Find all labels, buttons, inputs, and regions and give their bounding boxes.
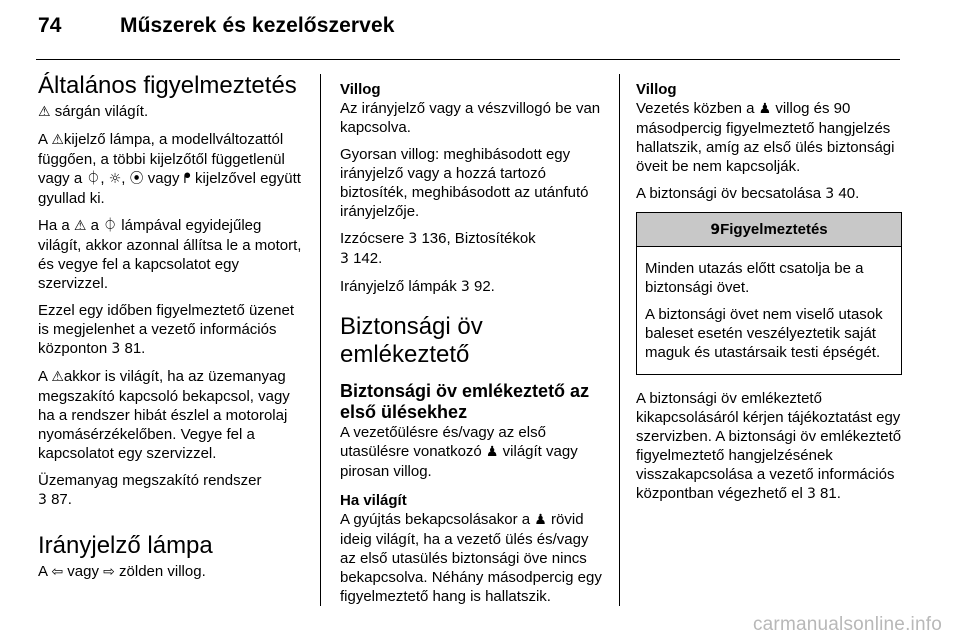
warning-icon: 9 bbox=[710, 222, 721, 238]
brake-icon: ⦿ bbox=[129, 171, 144, 187]
section-title-turn-signal: Irányjelző lámpa bbox=[38, 532, 213, 559]
section-title-seatbelt-reminder: Biztonsági öv emlékeztető bbox=[340, 313, 483, 368]
paragraph: A gyújtás bekapcsolásakor a ♟ rövid ideig világít, ha a vezető ülés és/vagy az első utasülés biztonsági öve nincs bekapcsolva. Néhány másodpercig egy figyelmeztető hang is hallatszik. bbox=[340, 511, 602, 605]
seatbelt-icon: ♟ bbox=[758, 101, 772, 117]
reference-arrow-icon: 3 bbox=[38, 492, 47, 508]
subsection-title-front-seats: Biztonsági öv emlékeztető az első ülésekhez bbox=[340, 381, 590, 422]
paragraph: Irányjelző lámpák 3 92. bbox=[340, 278, 495, 295]
column-3 bbox=[636, 80, 902, 512]
page-number: 74 bbox=[38, 14, 62, 37]
reference-arrow-icon: 3 bbox=[111, 341, 121, 357]
warning-icon: ⚠ bbox=[73, 218, 87, 234]
paragraph: Ha a ⚠ a ⏀ lámpával egyidejűleg világít, akkor azonnal állítsa le a motort, és vegye fel a kapcsolatot egy szervizzel. bbox=[38, 217, 302, 292]
column-divider-2 bbox=[619, 74, 620, 606]
paragraph: A biztonsági öv emlékeztető kikapcsolásáról kérjen tájékoztatást egy szervizben. A biztonsági öv emlékeztető figyelmeztető hangjelzésének visszakapcsolása a vezető információs központban végezhető el 3 81. bbox=[636, 390, 902, 502]
column-2 bbox=[340, 80, 608, 614]
reference-arrow-icon: 3 bbox=[825, 186, 835, 202]
light-icon: ☼ bbox=[108, 171, 122, 187]
pedestrian-icon: ᖰ bbox=[183, 171, 191, 187]
reference-arrow-icon: 3 bbox=[460, 279, 470, 295]
warning-icon: ⚠ bbox=[38, 104, 51, 120]
paragraph: Üzemanyag megszakító rendszer 3 87. bbox=[38, 472, 262, 508]
subheading-villog: Villog bbox=[340, 81, 381, 98]
watermark: carmanualsonline.info bbox=[752, 614, 942, 635]
oil-pressure-icon: ⏀ bbox=[86, 171, 101, 187]
subheading-ha-vilagit: Ha világít bbox=[340, 492, 407, 509]
column-1 bbox=[38, 72, 308, 590]
paragraph: Vezetés közben a ♟ villog és 90 másodpercig figyelmeztető hangjelzés hallatszik, amíg az első ülés biztonsági öveit be nem kapcsolják. bbox=[636, 100, 895, 175]
warning-icon: ⚠ bbox=[51, 369, 64, 385]
seatbelt-icon: ♟ bbox=[485, 444, 499, 460]
header-divider bbox=[36, 59, 900, 60]
turn-left-icon: ⇦ bbox=[51, 564, 64, 580]
warning-box bbox=[636, 212, 902, 375]
page-title: Műszerek és kezelőszervek bbox=[120, 14, 395, 37]
section-title-general-warning: Általános figyelmeztetés bbox=[38, 72, 297, 99]
turn-right-icon: ⇨ bbox=[103, 564, 115, 580]
paragraph: Izzócsere 3 136, Biztosítékok 3 142. bbox=[340, 230, 536, 267]
paragraph: Az irányjelző vagy a vészvillogó be van kapcsolva. bbox=[340, 100, 601, 136]
column-divider-1 bbox=[320, 74, 321, 606]
paragraph: Minden utazás előtt csatolja be a biztonsági övet. bbox=[645, 260, 864, 296]
paragraph: ⚠ sárgán világít. bbox=[38, 103, 149, 120]
subheading-villog: Villog bbox=[636, 81, 677, 98]
paragraph: A biztonsági övet nem viselő utasok baleset esetén veszélyeztetik saját maguk és utastársaik testi épségét. bbox=[645, 306, 883, 361]
reference-arrow-icon: 3 bbox=[408, 231, 418, 247]
page-header bbox=[38, 14, 395, 38]
paragraph: Gyorsan villog: meghibásodott egy irányjelző vagy a hozzá tartozó biztosíték, meghibásodott az utánfutó irányjelzője. bbox=[340, 146, 589, 220]
warning-box-header bbox=[637, 213, 901, 247]
warning-icon: ⚠ bbox=[51, 132, 64, 148]
paragraph: A ⇦ vagy ⇨ zölden villog. bbox=[38, 563, 206, 580]
warning-box-body bbox=[637, 247, 901, 374]
paragraph: Ezzel egy időben figyelmeztető üzenet is megjelenhet a vezető információs központon 3 81. bbox=[38, 302, 294, 357]
warning-box-title: Figyelmeztetés bbox=[720, 221, 828, 238]
seatbelt-icon: ♟ bbox=[534, 512, 547, 528]
reference-arrow-icon: 3 bbox=[340, 251, 349, 267]
reference-arrow-icon: 3 bbox=[806, 486, 816, 502]
paragraph: A biztonsági öv becsatolása 3 40. bbox=[636, 185, 860, 202]
paragraph: A ⚠kijelző lámpa, a modellváltozattól függően, a többi kijelzőtől függetlenül vagy a ⏀, ☼, ⦿ vagy ᖰ kijelzővel együtt gyullad ki. bbox=[38, 131, 301, 207]
oil-can-icon: ⏀ bbox=[103, 218, 118, 234]
paragraph: A ⚠akkor is világít, ha az üzemanyag megszakító kapcsoló bekapcsol, vagy ha a rendszer hibát észlel a motorolaj nyomásérzékelőben. Vegye fel a kapcsolatot egy szervizzel. bbox=[38, 368, 290, 462]
paragraph: A vezetőülésre és/vagy az első utasülésre vonatkozó ♟ világít vagy pirosan villog. bbox=[340, 424, 578, 480]
